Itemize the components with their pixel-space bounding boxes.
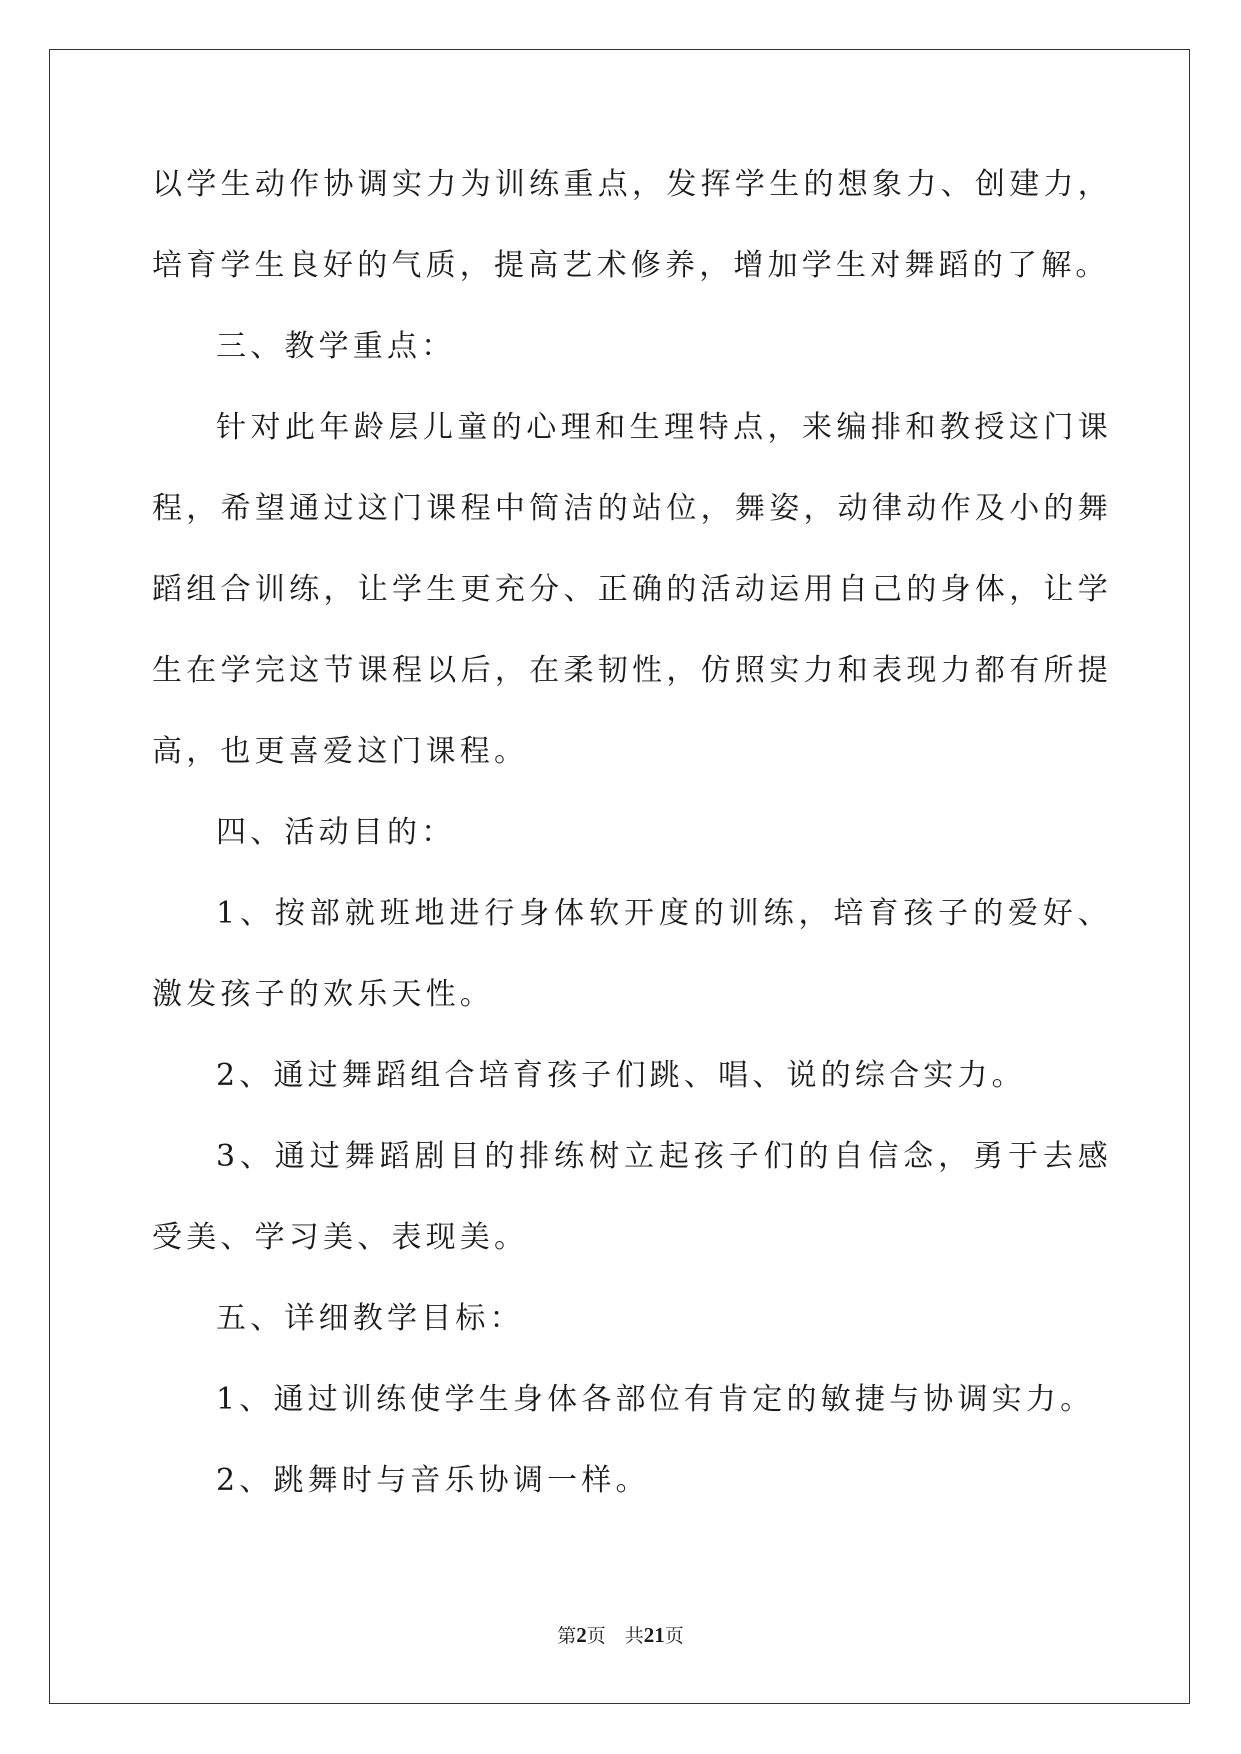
paragraph-intro-continued: 以学生动作协调实力为训练重点，发挥学生的想象力、创建力，培育学生良好的气质，提高艺术修养，增加学生对舞蹈的了解。	[152, 167, 1112, 283]
list-item-purpose-1: 1、按部就班地进行身体软开度的训练，培育孩子的爱好、激发孩子的欢乐天性。	[152, 896, 1112, 1012]
footer-total-pages: 21	[643, 1623, 665, 1647]
footer-page-suffix: 页	[586, 1626, 606, 1647]
footer-prefix: 第	[557, 1626, 577, 1647]
footer-total-suffix: 页	[664, 1626, 684, 1647]
document-body	[152, 144, 1112, 1521]
footer-current-page: 2	[576, 1623, 587, 1647]
list-item-purpose-3: 3、通过舞蹈剧目的排练树立起孩子们的自信念，勇于去感受美、学习美、表现美。	[152, 1139, 1112, 1255]
list-item-goal-2: 2、跳舞时与音乐协调一样。	[216, 1463, 650, 1498]
list-item-goal-1: 1、通过训练使学生身体各部位有肯定的敏捷与协调实力。	[216, 1382, 1095, 1417]
footer-total-prefix: 共	[624, 1626, 644, 1647]
heading-teaching-focus: 三、教学重点：	[216, 329, 456, 364]
list-item-purpose-2: 2、通过舞蹈组合培育孩子们跳、唱、说的综合实力。	[216, 1058, 1026, 1093]
page-footer	[0, 1621, 1241, 1648]
heading-detailed-goals: 五、详细教学目标：	[216, 1301, 524, 1336]
heading-activity-purpose: 四、活动目的：	[216, 815, 456, 850]
paragraph-teaching-focus: 针对此年龄层儿童的心理和生理特点，来编排和教授这门课程，希望通过这门课程中简洁的站位，舞姿，动律动作及小的舞蹈组合训练，让学生更充分、正确的活动运用自己的身体，让学生在学完这节课程以后，在柔韧性，仿照实力和表现力都有所提高，也更喜爱这门课程。	[152, 410, 1112, 769]
